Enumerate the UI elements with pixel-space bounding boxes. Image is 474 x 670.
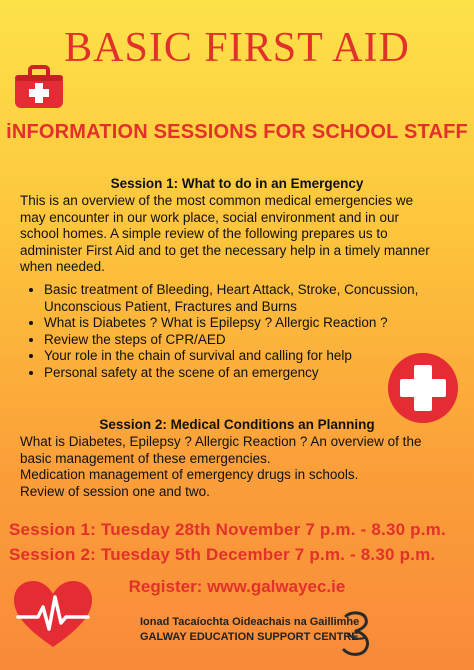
register-link[interactable]: Register: www.galwayec.ie bbox=[128, 577, 346, 596]
heart-pulse-icon bbox=[12, 579, 94, 651]
intro-line: administer First Aid and to get the necessary help in a timely manner bbox=[20, 242, 430, 258]
description-line: Review of session one and two. bbox=[20, 483, 210, 499]
list-item: • Review the steps of CPR/AED bbox=[44, 332, 464, 349]
session-1-heading: Session 1: What to do in an Emergency bbox=[110, 176, 364, 191]
page-title: BASIC FIRST AID bbox=[64, 25, 410, 71]
description-line: Medication management of emergency drugs in schools. bbox=[20, 467, 359, 482]
session-2-date: Session 2: Tuesday 5th December 7 p.m. - 8.30 p.m. bbox=[9, 545, 436, 564]
organisation-name-english: GALWAY EDUCATION SUPPORT CENTRE bbox=[140, 631, 359, 643]
organisation-logo-icon bbox=[338, 610, 374, 658]
list-item: • What is Diabetes ? What is Epilepsy ? Allergic Reaction ? bbox=[44, 315, 464, 332]
session-2-heading: Session 2: Medical Conditions an Planning bbox=[99, 417, 375, 432]
description-line: What is Diabetes, Epilepsy ? Allergic Reaction ? An overview of the bbox=[20, 434, 422, 449]
organisation-name-irish: Ionad Tacaíochta Oideachais na Gaillimhe bbox=[140, 616, 360, 628]
intro-line: when needed. bbox=[20, 259, 105, 274]
first-aid-kit-icon bbox=[13, 64, 65, 110]
list-item: • Basic treatment of Bleeding, Heart Attack, Stroke, Concussion, Unconscious Patient, Fractures and Burns bbox=[44, 282, 464, 315]
list-item: • Personal safety at the scene of an emergency bbox=[44, 365, 464, 382]
list-item: • Your role in the chain of survival and calling for help bbox=[44, 348, 464, 365]
session-1-intro bbox=[20, 193, 460, 276]
session-2-description bbox=[20, 434, 460, 500]
intro-line: may encounter in our work place, social environment and in our bbox=[20, 209, 399, 225]
description-line: basic management of these emergencies. bbox=[20, 450, 271, 466]
subtitle: iNFORMATION SESSIONS FOR SCHOOL STAFF bbox=[6, 121, 468, 143]
session-1-date: Session 1: Tuesday 28th November 7 p.m. - 8.30 p.m. bbox=[9, 520, 446, 539]
intro-line: This is an overview of the most common medical emergencies we bbox=[20, 193, 414, 208]
medical-cross-icon bbox=[387, 352, 459, 424]
intro-line: school homes. A simple review of the following prepares us to bbox=[20, 226, 388, 241]
